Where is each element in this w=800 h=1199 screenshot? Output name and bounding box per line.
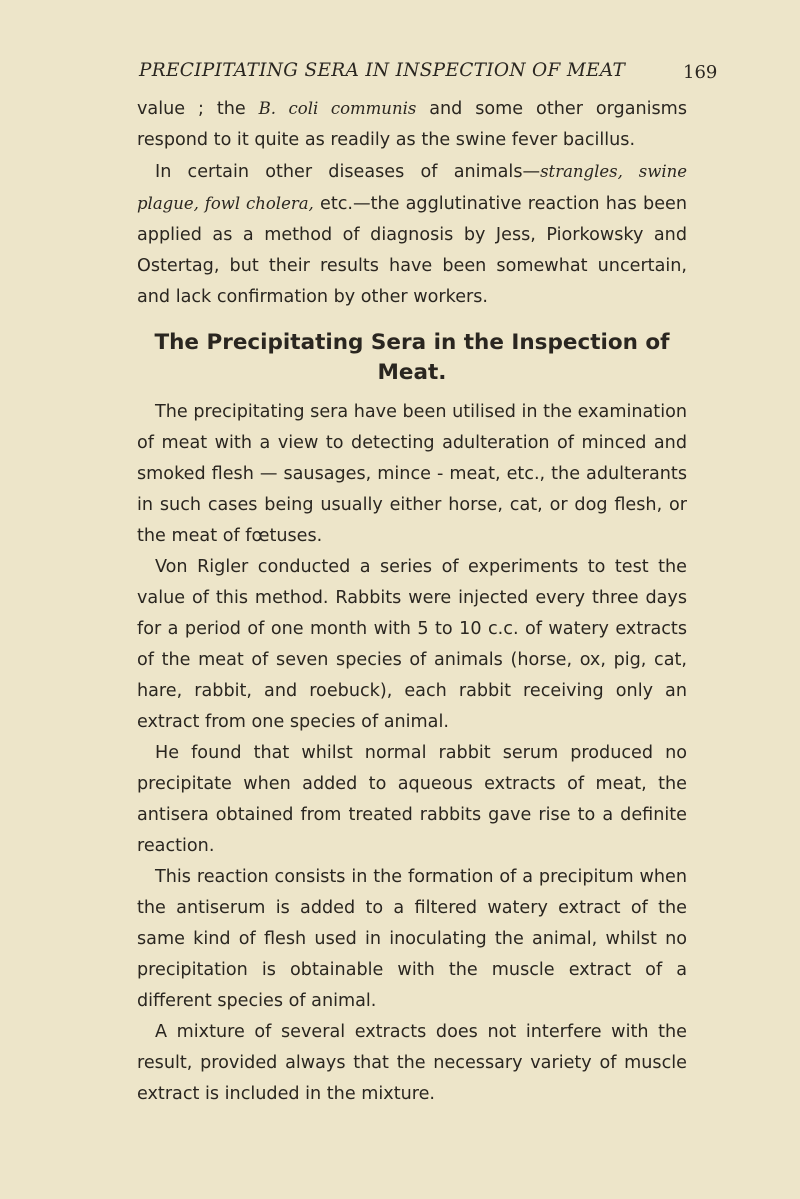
body-text	[137, 93, 687, 1110]
paragraph-1	[137, 93, 687, 156]
paragraph-1-text-b: and some other organisms respond to it quite as readily as the swine fever bacillus.	[137, 99, 687, 150]
paragraph-4: Von Rigler conducted a series of experiments to test the value of this method. Rabbits were injected every three days for a period of one month with 5 to 10 c.c. of watery extracts of the meat of seven species of animals (horse, ox, pig, cat, hare, rabbit, and roebuck), each rabbit receiving only an extract from one species of animal.	[137, 557, 687, 732]
paragraph-1-italic: B. coli communis	[258, 99, 417, 118]
paragraph-6: This reaction consists in the formation of a precipitum when the antiserum is added to a filtered watery extract of the same kind of flesh used in inoculating the animal, whilst no precipitation is obtainable with the muscle extract of a different species of animal.	[137, 867, 687, 1011]
paragraph-3: The precipitating sera have been utilised in the examination of meat with a view to detecting adulteration of minced and smoked flesh — sausages, mince - meat, etc., the adulterants in such cases being usually either horse, cat, or dog flesh, or the meat of fœtuses.	[137, 402, 687, 546]
paragraph-7: A mixture of several extracts does not interfere with the result, provided always that the necessary variety of muscle extract is included in the mixture.	[137, 1022, 687, 1104]
section-heading: The Precipitating Sera in the Inspection of Meat.	[154, 330, 670, 385]
paragraph-2-italic: strangles, swine plague, fowl cholera,	[137, 162, 687, 213]
paragraph-2-text-b: etc.—the agglutinative reaction has been applied as a method of diagnosis by Jess, Piorkowsky and Ostertag, but their results have been somewhat uncertain, and lack confirmation by other workers.	[137, 194, 687, 307]
page-number: 169	[683, 62, 718, 83]
paragraph-2	[137, 156, 687, 313]
paragraph-2-text-a: In certain other diseases of animals—	[155, 162, 541, 182]
running-head: PRECIPITATING SERA IN INSPECTION OF MEAT	[139, 60, 626, 81]
paragraph-1-text-a: value ; the	[137, 99, 259, 119]
paragraph-5: He found that whilst normal rabbit serum produced no precipitate when added to aqueous extracts of meat, the antisera obtained from treated rabbits gave rise to a definite reaction.	[137, 743, 687, 856]
